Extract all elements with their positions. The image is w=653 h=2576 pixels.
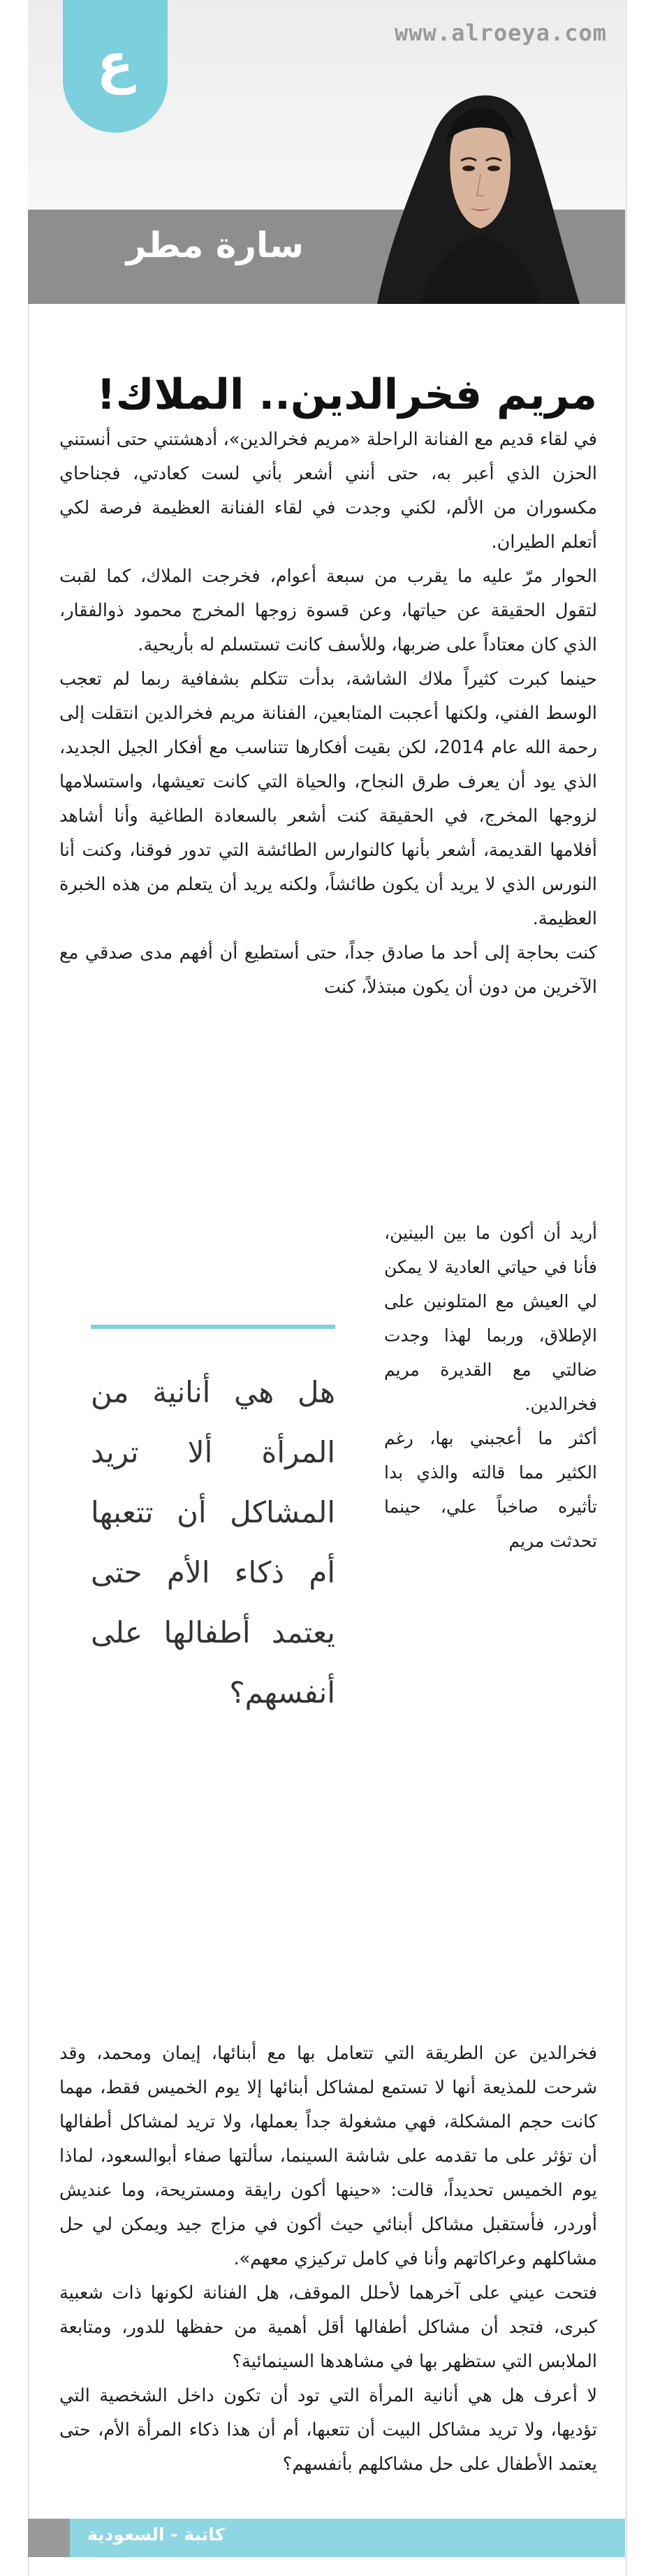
author-caption: كاتبة - السعودية	[87, 2524, 226, 2545]
paragraph: في لقاء قديم مع الفنانة الراحلة «مريم فخرالدين»، أدهشتني حتى أنستني الحزن الذي أعبر به، حتى أنني أشعر بأني لست كعادتي، فجناحاي مكسوران من الألم، لكني وجدت في لقاء الفنانة العظيمة فرصة لكي أتعلم الطيران.	[59, 429, 597, 553]
pull-quote: هل هي أنانية من المرأة ألا تريد المشاكل أن تتعبها أم ذكاء الأم حتى يعتمد أطفالها على أنفسهم؟	[91, 1375, 335, 1710]
article-body-bottom	[59, 2037, 597, 2482]
author-portrait	[377, 73, 580, 304]
article-title: مريم فخرالدين.. الملاك!	[96, 370, 597, 420]
site-url[interactable]: www.alroeya.com	[395, 20, 607, 46]
paragraph: كنت بحاجة إلى أحد ما صادق جداً، حتى أستطيع أن أفهم مدى صدقي مع الآخرين من دون أن يكون مبتذلاً، كنت	[59, 943, 597, 998]
paragraph: الحوار مرّ عليه ما يقرب من سبعة أعوام، فخرجت الملاك، كما لقبت لتقول الحقيقة عن حياتها، وعن قسوة زوجها المخرج محمود ذوالفقار، الذي كان معتاداً على ضربها، وللأسف كانت تستسلم له بأريحية.	[59, 566, 597, 655]
quote-badge-icon	[63, 0, 168, 133]
article-body-narrow-column	[384, 1216, 597, 1558]
badge-letter: ع	[96, 32, 134, 95]
paragraph: لا أعرف هل هي أنانية المرأة التي تود أن تكون داخل الشخصية التي تؤديها، ولا تريد مشاكل البيت أن تتعبها، أم أن هذا ذكاء المرأة الأم، حتى يعتمد الأطفال على حل مشاكلهم بأنفسهم؟	[59, 2385, 597, 2475]
pull-quote-rule	[91, 1325, 335, 1329]
author-name: سارة مطر	[126, 225, 304, 265]
paragraph: أكثر ما أعجبني بها، رغم الكثير مما قالته والذي بدا تأثيره صاخباً علي، حينما تحدثت مريم	[384, 1428, 597, 1551]
paragraph: فتحت عيني على آخرهما لأحلل الموقف، هل الفنانة لكونها ذات شعبية كبرى، فتجد أن مشاكل أطفالها أقل أهمية من حفظها للدور، ومتابعة الملابس التي ستظهر بها في مشاهدها السينمائية؟	[59, 2283, 597, 2372]
footer-accent	[28, 2519, 70, 2557]
paragraph: أريد أن أكون ما بين البينين، فأنا في حياتي العادية لا يمكن لي العيش مع المتلونين على الإطلاق، وربما لهذا وجدت ضالتي مع القديرة مريم فخرالدين.	[384, 1223, 597, 1414]
article-body-top	[59, 423, 597, 1005]
paragraph: حينما كبرت كثيراً ملاك الشاشة، بدأت تتكلم بشفافية ربما لم تعجب الوسط الفني، ولكنها أعجبت المتابعين، الفنانة مريم فخرالدين انتقلت إلى رحمة الله عام 2014، لكن بقيت أفكارها تتناسب مع أفكار الجيل الجديد، الذي يود أن يعرف طرق النجاح، والحياة التي كانت تعيشها، واستسلامها لزوجها المخرج، في الحقيقة كنت أشعر بالسعادة الطاغية وأنا أشاهد أفلامها القديمة، أشعر بأنها كالنوارس الطائشة التي تدور فوقنا، وكنت أنا النورس الذي لا يريد أن يكون طائشاً، ولكنه يريد أن يتعلم من هذه الخبرة العظيمة.	[59, 669, 597, 929]
paragraph: فخرالدين عن الطريقة التي تتعامل بها مع أبنائها، إيمان ومحمد، وقد شرحت للمذيعة أنها لا تستمع لمشاكل أبنائها إلا يوم الخميس فقط، مهما كانت حجم المشكلة، فهي مشغولة جداً بعملها، ولا تريد لمشاكل أطفالها أن تؤثر على ما تقدمه على شاشة السينما، سألتها صفاء أبوالسعود، لماذا يوم الخميس تحديداً، قالت: «حينها أكون رايقة ومستريحة، وما عنديش أوردر، فأستقبل مشاكل أبنائي حيث أكون في مزاج جيد ويمكن لي حل مشاكلهم وعراكاتهم وأنا في كامل تركيزي معهم».	[59, 2043, 597, 2269]
